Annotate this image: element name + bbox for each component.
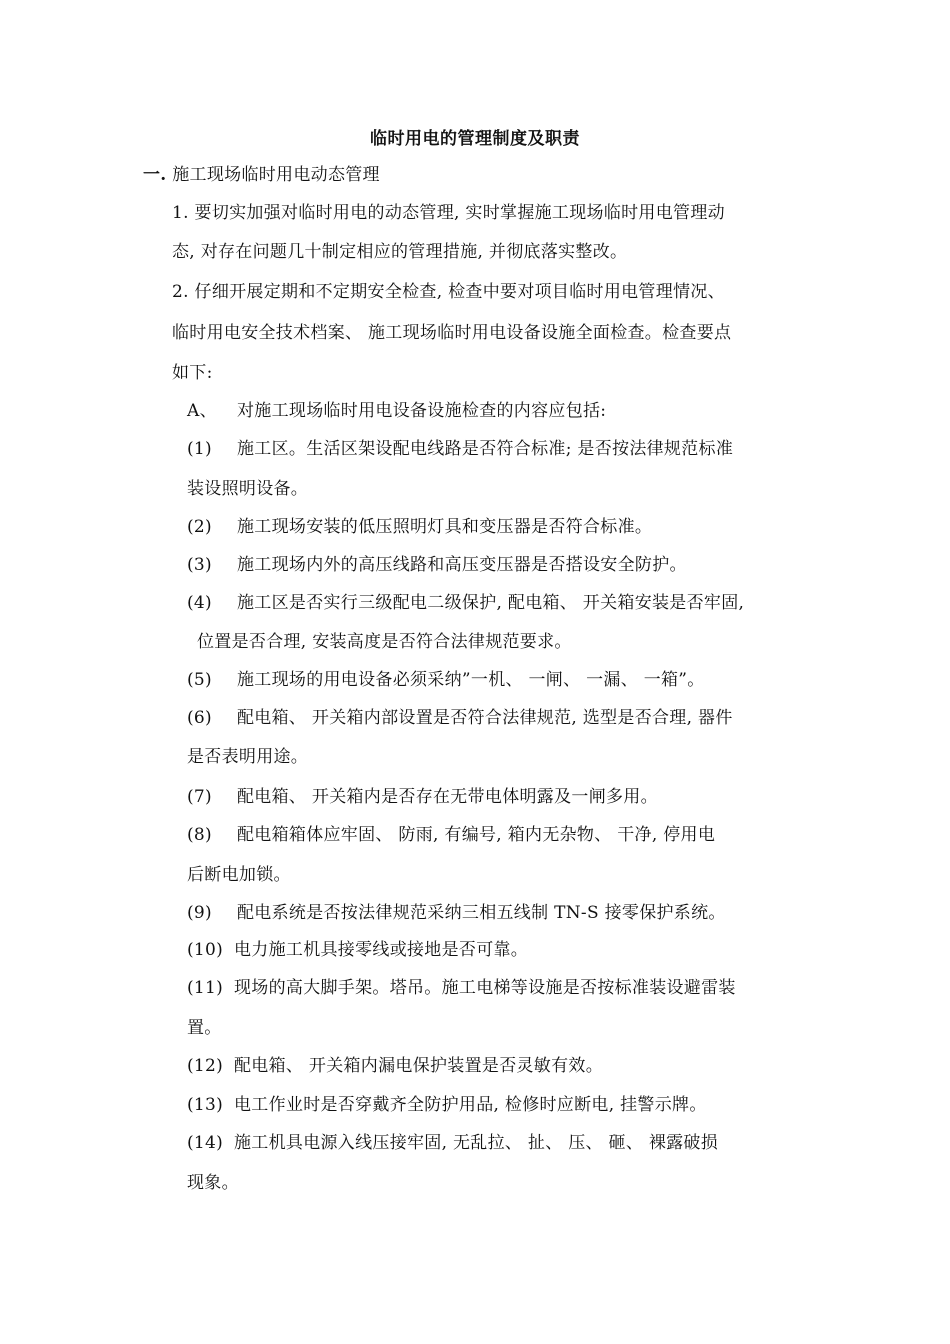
list-item-text: 配电箱、 开关箱内部设置是否符合法律规范, 选型是否合理, 器件 [237,708,733,728]
list-item-11 [187,977,736,999]
list-item-11-continuation: 置。 [187,1018,222,1038]
list-item-label: (3) [187,555,212,575]
list-item-label: (11) [187,978,224,998]
list-item-label: (13) [187,1095,224,1115]
list-item-text: 施工区。生活区架设配电线路是否符合标准; 是否按法律规范标准 [237,439,734,459]
list-item-label: (7) [187,787,212,807]
list-item-1-continuation: 装设照明设备。 [187,479,309,499]
list-item-text: 施工区是否实行三级配电二级保护, 配电箱、 开关箱安装是否牢固, [237,593,745,613]
list-item-8 [187,824,715,846]
list-item-6 [187,707,733,729]
list-item-label: (2) [187,517,212,537]
list-item-5 [187,669,705,691]
list-item-12 [187,1055,603,1077]
paragraph-2-line-3: 如下: [172,363,213,383]
list-item-label: (1) [187,439,212,459]
sub-item-a [187,400,606,422]
list-item-label: (12) [187,1056,224,1076]
paragraph-2-line-2: 临时用电安全技术档案、 施工现场临时用电设备设施全面检查。检查要点 [172,323,732,343]
list-item-text: 电力施工机具接零线或接地是否可靠。 [234,940,529,960]
section-title: 施工现场临时用电动态管理 [172,165,380,185]
list-item-text: 现场的高大脚手架。塔吊。施工电梯等设施是否按标准装设避雷装 [234,978,736,998]
list-item-6-continuation: 是否表明用途。 [187,747,309,767]
section-heading [143,164,380,186]
paragraph-1-line-1: 1. 要切实加强对临时用电的动态管理, 实时掌握施工现场临时用电管理动 [172,203,725,223]
list-item-text: 施工机具电源入线压接牢固, 无乱拉、 扯、 压、 砸、 裸露破损 [234,1133,719,1153]
list-item-14-continuation: 现象。 [187,1173,239,1193]
list-item-2 [187,516,652,538]
sub-item-a-text: 对施工现场临时用电设备设施检查的内容应包括: [237,401,607,421]
list-item-label: (10) [187,940,224,960]
list-item-8-continuation: 后断电加锁。 [187,865,291,885]
list-item-label: (5) [187,670,212,690]
list-item-14 [187,1132,718,1154]
list-item-text: 配电箱箱体应牢固、 防雨, 有编号, 箱内无杂物、 干净, 停用电 [237,825,716,845]
list-item-label: (9) [187,903,212,923]
list-item-7 [187,786,658,808]
page-title: 临时用电的管理制度及职责 [370,129,580,149]
list-item-label: (4) [187,593,212,613]
paragraph-2-line-1: 2. 仔细开展定期和不定期安全检查, 检查中要对项目临时用电管理情况、 [172,282,725,302]
section-number: 一. [143,165,167,185]
list-item-text: 配电系统是否按法律规范采纳三相五线制 TN-S 接零保护系统。 [237,903,726,923]
list-item-text: 施工现场的用电设备必须采纳”一机、 一闸、 一漏、 一箱”。 [237,670,705,690]
list-item-4-continuation: 位置是否合理, 安装高度是否符合法律规范要求。 [197,632,572,652]
list-item-text: 施工现场内外的高压线路和高压变压器是否搭设安全防护。 [237,555,687,575]
list-item-text: 施工现场安装的低压照明灯具和变压器是否符合标准。 [237,517,653,537]
list-item-9 [187,902,726,924]
paragraph-1-line-2: 态, 对存在问题几十制定相应的管理措施, 并彻底落实整改。 [172,242,628,262]
list-item-text: 电工作业时是否穿戴齐全防护用品, 检修时应断电, 挂警示牌。 [234,1095,707,1115]
list-item-label: (14) [187,1133,224,1153]
list-item-text: 配电箱、 开关箱内是否存在无带电体明露及一闸多用。 [237,787,658,807]
list-item-13 [187,1094,707,1116]
list-item-label: (6) [187,708,212,728]
list-item-1 [187,438,733,460]
list-item-text: 配电箱、 开关箱内漏电保护装置是否灵敏有效。 [234,1056,604,1076]
list-item-4 [187,592,744,614]
list-item-label: (8) [187,825,212,845]
list-item-10 [187,939,528,961]
list-item-3 [187,554,687,576]
sub-item-a-label: A、 [187,401,217,421]
